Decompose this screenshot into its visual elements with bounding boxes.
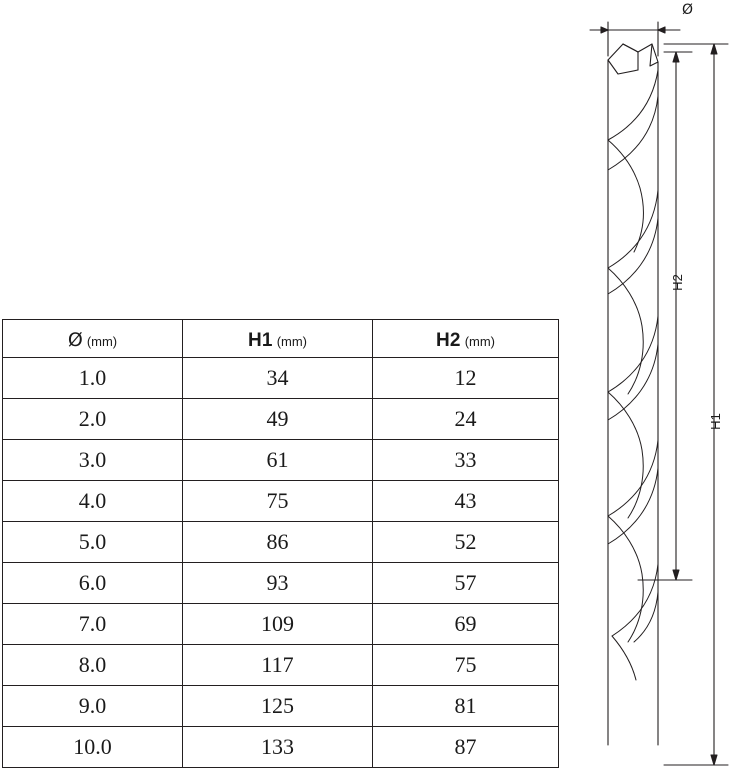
cell-h1: 75 (183, 481, 373, 522)
diameter-unit: (mm) (86, 333, 118, 349)
cell-h2: 33 (373, 440, 559, 481)
cell-h2: 24 (373, 399, 559, 440)
cell-h1: 133 (183, 727, 373, 768)
cell-h1: 93 (183, 563, 373, 604)
cell-h1: 49 (183, 399, 373, 440)
cell-h1: 109 (183, 604, 373, 645)
cell-h2: 81 (373, 686, 559, 727)
table-row (3, 727, 559, 768)
cell-diameter: 4.0 (3, 481, 183, 522)
cell-h1: 117 (183, 645, 373, 686)
h2-dimension-label: H2 (669, 274, 685, 291)
cell-h1: 61 (183, 440, 373, 481)
table-row (3, 563, 559, 604)
cell-diameter: 9.0 (3, 686, 183, 727)
h1-dimension (664, 44, 728, 765)
column-header-diameter (3, 320, 183, 358)
h2-label: H2 (435, 329, 461, 351)
table-row (3, 358, 559, 399)
diameter-symbol: Ø (67, 328, 83, 351)
cell-h2: 12 (373, 358, 559, 399)
column-header-h2 (373, 320, 559, 358)
cell-h1: 86 (183, 522, 373, 563)
h1-unit: (mm) (276, 333, 308, 349)
drill-bit-svg (560, 0, 742, 768)
cell-h2: 75 (373, 645, 559, 686)
drill-bit-spec-table (2, 319, 559, 768)
table-row (3, 440, 559, 481)
cell-h2: 69 (373, 604, 559, 645)
table-row (3, 604, 559, 645)
cell-diameter: 3.0 (3, 440, 183, 481)
cell-diameter: 10.0 (3, 727, 183, 768)
flute-lines (608, 70, 658, 680)
h1-dimension-label: H1 (707, 413, 723, 430)
table-row (3, 522, 559, 563)
table-row (3, 399, 559, 440)
diameter-dimension-label: Ø (682, 2, 694, 18)
table-header-row (3, 320, 559, 358)
cell-h2: 43 (373, 481, 559, 522)
cell-h2: 52 (373, 522, 559, 563)
cell-diameter: 8.0 (3, 645, 183, 686)
cell-h1: 125 (183, 686, 373, 727)
cell-h2: 87 (373, 727, 559, 768)
column-header-h1 (183, 320, 373, 358)
cell-diameter: 2.0 (3, 399, 183, 440)
drill-tip (608, 44, 658, 74)
table-row (3, 645, 559, 686)
cell-h2: 57 (373, 563, 559, 604)
drill-body-outline (608, 60, 658, 745)
cell-diameter: 5.0 (3, 522, 183, 563)
table-row (3, 481, 559, 522)
h2-dimension (638, 52, 692, 580)
cell-diameter: 6.0 (3, 563, 183, 604)
drill-bit-technical-drawing (560, 0, 742, 768)
table-row (3, 686, 559, 727)
cell-diameter: 7.0 (3, 604, 183, 645)
h2-unit: (mm) (464, 333, 496, 349)
h1-label: H1 (247, 329, 273, 351)
cell-diameter: 1.0 (3, 358, 183, 399)
cell-h1: 34 (183, 358, 373, 399)
